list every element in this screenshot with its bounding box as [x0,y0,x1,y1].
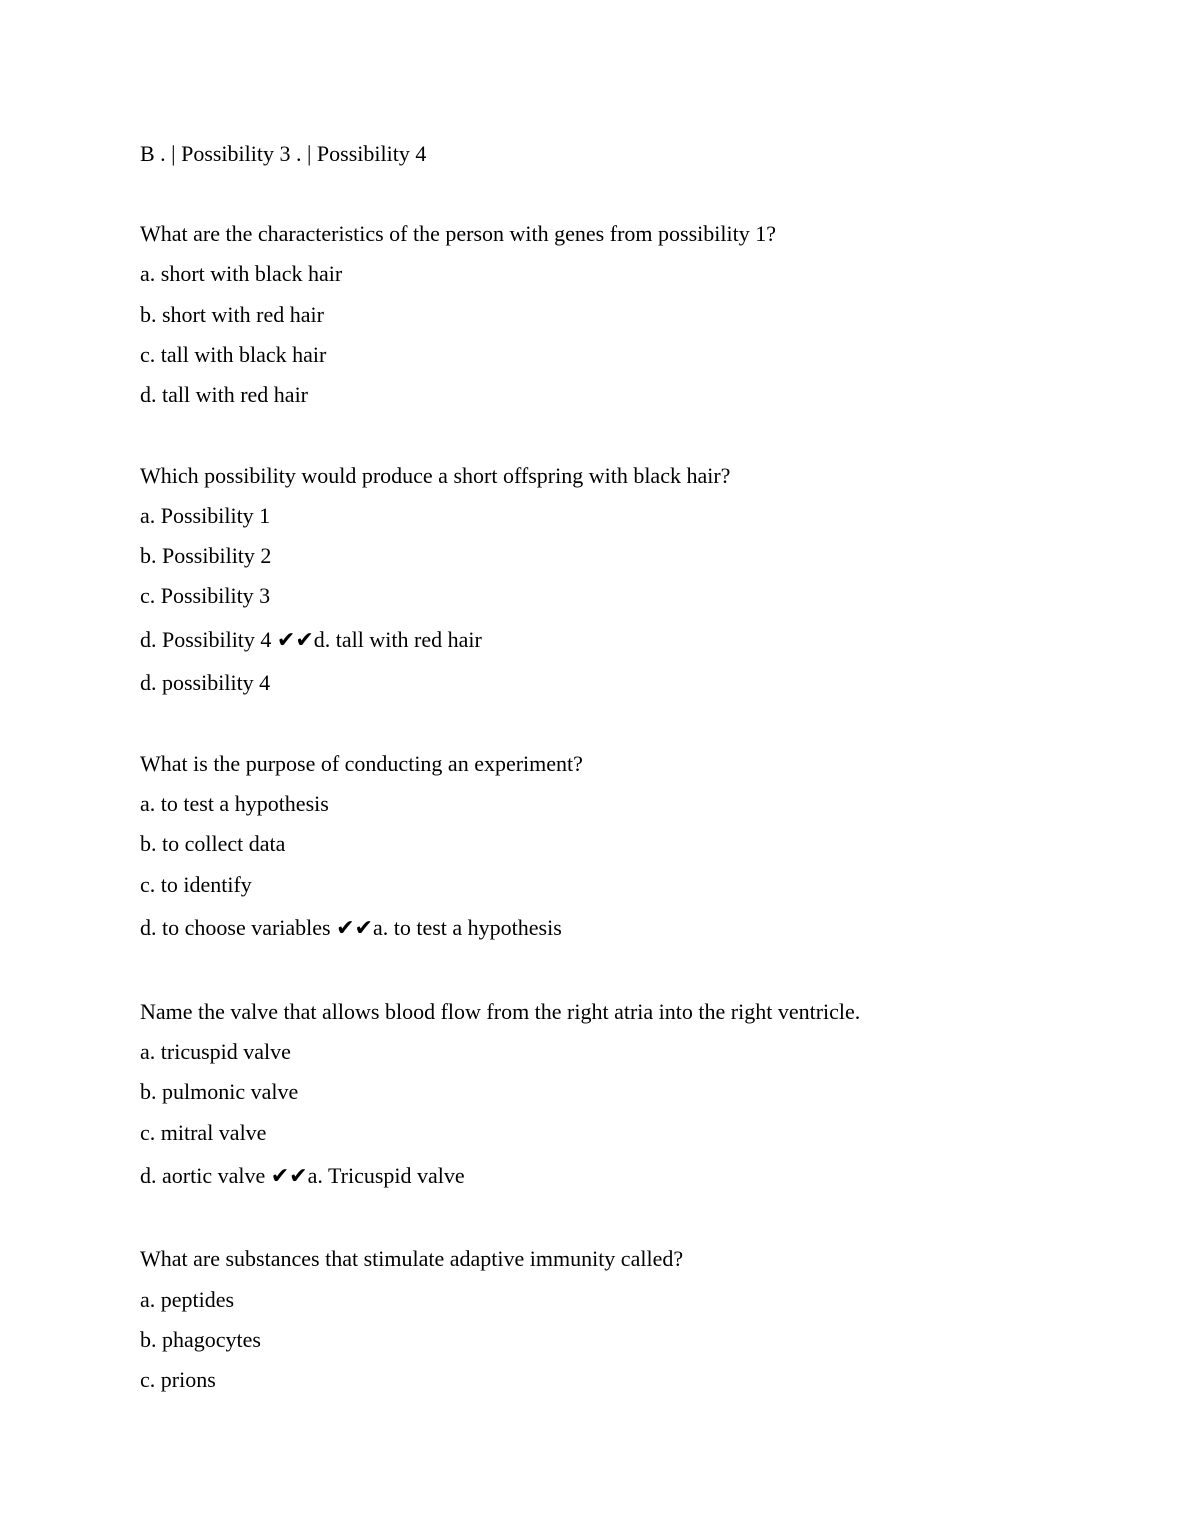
question-4: Name the valve that allows blood flow from the right atria into the right ventricle. [140,999,861,1024]
q1-option-a: a. short with black hair [140,261,343,286]
q5-option-a: a. peptides [140,1287,235,1312]
q2-answer-line: d. possibility 4 [140,670,271,695]
question-3: What is the purpose of conducting an experiment? [140,751,583,776]
q1-option-c: c. tall with black hair [140,342,327,367]
question-1: What are the characteristics of the person with genes from possibility 1? [140,221,776,246]
q2-option-c: c. Possibility 3 [140,583,271,608]
q2-option-d-with-answer [140,627,482,654]
check-mark-icon: ✔✔ [270,1164,308,1189]
q3-option-d-with-answer [140,915,562,942]
question-2: Which possibility would produce a short offspring with black hair? [140,463,731,488]
q2-option-a: a. Possibility 1 [140,503,271,528]
q3-option-b: b. to collect data [140,831,286,856]
q1-option-b: b. short with red hair [140,302,324,327]
q4-answer: a. Tricuspid valve [307,1163,465,1188]
q3-option-c: c. to identify [140,872,252,897]
q3-option-a: a. to test a hypothesis [140,791,329,816]
check-mark-icon: ✔✔ [336,916,373,941]
q2-option-d: d. Possibility 4 [140,627,277,652]
q2-option-b: b. Possibility 2 [140,543,272,568]
header-line: B . | Possibility 3 . | Possibility 4 [140,141,427,166]
question-5: What are substances that stimulate adaptive immunity called? [140,1246,684,1271]
q5-option-b: b. phagocytes [140,1327,261,1352]
q5-option-c: c. prions [140,1367,216,1392]
q2-answer: d. tall with red hair [313,627,482,652]
q4-option-d: d. aortic valve [140,1163,271,1188]
q3-option-d: d. to choose variables [140,915,337,940]
q3-answer: a. to test a hypothesis [372,915,562,940]
q4-option-b: b. pulmonic valve [140,1079,299,1104]
q4-option-d-with-answer [140,1163,465,1190]
q4-option-c: c. mitral valve [140,1120,267,1145]
q1-option-d: d. tall with red hair [140,382,309,407]
check-mark-icon: ✔✔ [276,628,314,653]
q4-option-a: a. tricuspid valve [140,1039,291,1064]
